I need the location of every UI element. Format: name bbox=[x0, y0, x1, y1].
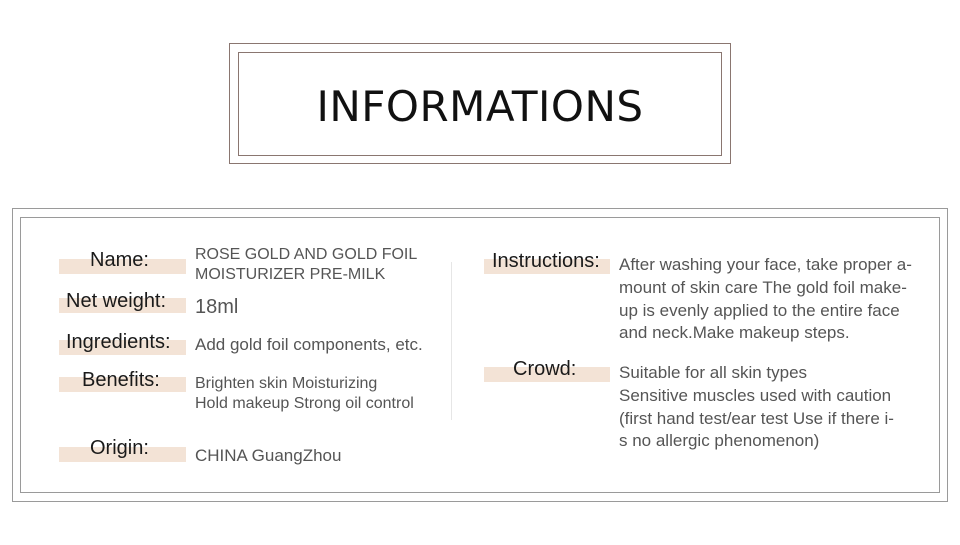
benefits-label: Benefits: bbox=[82, 369, 160, 391]
crowd-label: Crowd: bbox=[513, 358, 577, 380]
origin-label: Origin: bbox=[90, 437, 149, 459]
net-weight-label: Net weight: bbox=[66, 290, 167, 312]
instructions-line: mount of skin care The gold foil make- bbox=[619, 278, 907, 297]
benefits-value-line2: Hold makeup Strong oil control bbox=[195, 395, 414, 412]
instructions-line: and neck.Make makeup steps. bbox=[619, 323, 850, 342]
instructions-line: After washing your face, take proper a- bbox=[619, 255, 912, 274]
instructions-line: up is evenly applied to the entire face bbox=[619, 301, 900, 320]
ingredients-label: Ingredients: bbox=[66, 331, 171, 353]
crowd-line: s no allergic phenomenon) bbox=[619, 431, 820, 450]
instructions-label: Instructions: bbox=[492, 250, 600, 272]
crowd-line: Sensitive muscles used with caution bbox=[619, 386, 892, 405]
net-weight-value: 18ml bbox=[195, 296, 239, 318]
page-title: INFORMATIONS bbox=[316, 81, 644, 131]
crowd-line: (first hand test/ear test Use if there i- bbox=[619, 409, 894, 428]
name-label: Name: bbox=[90, 249, 149, 271]
origin-value: CHINA GuangZhou bbox=[195, 446, 342, 465]
name-value-line2: MOISTURIZER PRE-MILK bbox=[195, 266, 386, 283]
column-divider bbox=[451, 262, 452, 420]
ingredients-value: Add gold foil components, etc. bbox=[195, 335, 423, 354]
benefits-value-line1: Brighten skin Moisturizing bbox=[195, 375, 378, 392]
title-frame-inner bbox=[238, 52, 722, 156]
crowd-line: Suitable for all skin types bbox=[619, 363, 808, 382]
name-value-line1: ROSE GOLD AND GOLD FOIL bbox=[195, 246, 418, 263]
